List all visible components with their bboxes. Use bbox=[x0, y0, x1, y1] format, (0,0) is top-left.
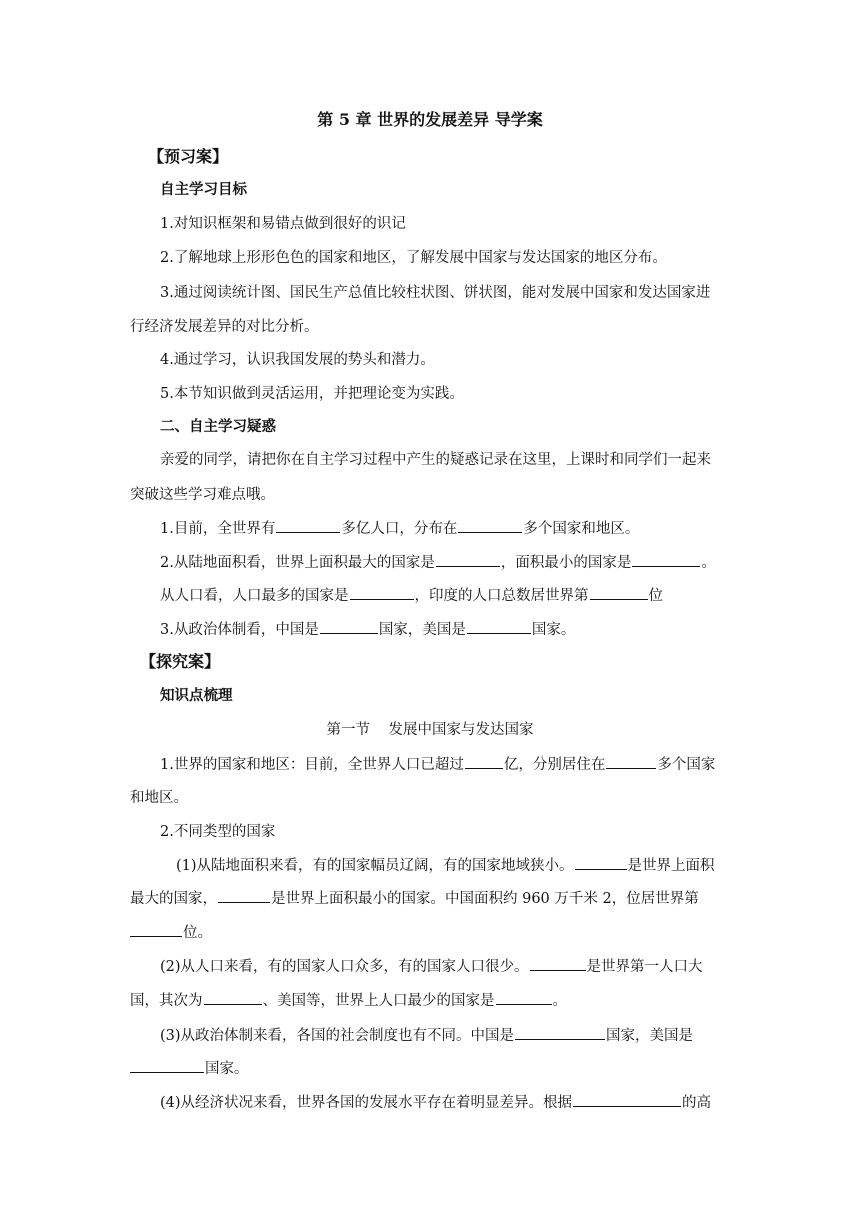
point-text: 国，其次为 bbox=[130, 993, 203, 1009]
point-text: 位。 bbox=[183, 925, 212, 941]
doubts-intro: 亲爱的同学，请把你在自主学习过程中产生的疑惑记录在这里，上课时和同学们一起来 bbox=[160, 452, 711, 468]
document-title: 第 5 章 世界的发展差异 导学案 bbox=[317, 110, 543, 129]
question-text: ，面积最小的国家是 bbox=[500, 555, 632, 571]
answer-blank[interactable] bbox=[130, 1058, 204, 1073]
point-text: 、美国等，世界上人口最少的国家是 bbox=[262, 993, 495, 1009]
goal-item: 1.对知识框架和易错点做到很好的识记 bbox=[160, 216, 406, 232]
answer-blank[interactable] bbox=[218, 888, 270, 903]
explore-heading: 【探究案】 bbox=[140, 652, 221, 671]
question-text: 从人口看，人口最多的国家是 bbox=[160, 588, 349, 604]
answer-blank[interactable] bbox=[436, 552, 500, 567]
question-2b bbox=[160, 585, 663, 606]
goal-item: 3.通过阅读统计图、国民生产总值比较柱状图、饼状图，能对发展中国家和发达国家进 bbox=[160, 285, 711, 301]
doubts-heading: 二、自主学习疑惑 bbox=[160, 418, 276, 435]
answer-blank[interactable] bbox=[590, 585, 648, 600]
point-text: 国家。 bbox=[205, 1061, 249, 1077]
point-text: (2)从人口来看，有的国家人口众多，有的国家人口很少。 bbox=[160, 959, 529, 975]
item-1 bbox=[160, 754, 715, 775]
question-text: 。 bbox=[701, 555, 716, 571]
answer-blank[interactable] bbox=[606, 754, 656, 769]
section-title: 第一节 发展中国家与发达国家 bbox=[326, 722, 534, 738]
question-text: 2.从陆地面积看，世界上面积最大的国家是 bbox=[160, 555, 435, 571]
point-text: 最大的国家， bbox=[130, 891, 217, 907]
question-text: 3.从政治体制看，中国是 bbox=[160, 622, 319, 638]
answer-blank[interactable] bbox=[276, 518, 340, 533]
point-text: 是世界上面积 bbox=[627, 858, 715, 874]
answer-blank[interactable] bbox=[632, 552, 700, 567]
item-text: 亿，分别居住在 bbox=[503, 757, 606, 773]
point-text: 是世界第一人口大 bbox=[586, 959, 703, 975]
answer-blank[interactable] bbox=[530, 956, 586, 971]
point-1 bbox=[176, 855, 715, 876]
answer-blank[interactable] bbox=[130, 922, 182, 937]
answer-blank[interactable] bbox=[496, 990, 552, 1005]
question-text: 多个国家和地区。 bbox=[523, 521, 640, 537]
points-heading: 知识点梳理 bbox=[160, 687, 233, 704]
point-3 bbox=[160, 1025, 693, 1046]
point-2-cont bbox=[130, 990, 567, 1011]
item-1-cont: 和地区。 bbox=[130, 790, 188, 806]
point-text: 是世界上面积最小的国家。中国面积约 960 万千米 2，位居世界第 bbox=[271, 891, 699, 907]
point-text: (4)从经济状况来看，世界各国的发展水平存在着明显差异。根据 bbox=[160, 1095, 573, 1111]
question-3 bbox=[160, 619, 575, 640]
point-1-cont bbox=[130, 888, 699, 909]
question-2 bbox=[160, 552, 716, 573]
question-1 bbox=[160, 518, 639, 539]
answer-blank[interactable] bbox=[204, 990, 262, 1005]
point-text: (1)从陆地面积来看，有的国家幅员辽阔，有的国家地域狭小。 bbox=[176, 858, 574, 874]
goal-item: 5.本节知识做到灵活运用，并把理论变为实践。 bbox=[160, 386, 464, 402]
point-text: 。 bbox=[552, 993, 567, 1009]
item-text: 1.世界的国家和地区：目前，全世界人口已超过 bbox=[160, 757, 464, 773]
point-2 bbox=[160, 956, 703, 977]
answer-blank[interactable] bbox=[458, 518, 522, 533]
point-3-cont bbox=[130, 1058, 249, 1079]
question-text: 位 bbox=[648, 588, 663, 604]
question-text: 国家。 bbox=[531, 622, 576, 638]
doubts-intro: 突破这些学习难点哦。 bbox=[130, 487, 275, 503]
point-text: (3)从政治体制来看，各国的社会制度也有不同。中国是 bbox=[160, 1028, 515, 1044]
answer-blank[interactable] bbox=[467, 619, 531, 634]
point-text: 的高 bbox=[682, 1095, 712, 1111]
goal-item: 行经济发展差异的对比分析。 bbox=[130, 319, 319, 335]
question-text: 国家，美国是 bbox=[378, 622, 466, 638]
answer-blank[interactable] bbox=[350, 585, 414, 600]
answer-blank[interactable] bbox=[573, 1092, 681, 1107]
answer-blank[interactable] bbox=[515, 1025, 605, 1040]
question-text: 1.目前，全世界有 bbox=[160, 521, 276, 537]
item-text: 多个国家 bbox=[657, 757, 716, 773]
item-2: 2.不同类型的国家 bbox=[160, 824, 276, 840]
question-text: ，印度的人口总数居世界第 bbox=[414, 588, 589, 604]
point-1-cont bbox=[130, 922, 212, 943]
goal-item: 2.了解地球上形形色色的国家和地区，了解发展中国家与发达国家的地区分布。 bbox=[160, 250, 667, 266]
question-text: 多亿人口，分布在 bbox=[341, 521, 458, 537]
point-4 bbox=[160, 1092, 711, 1113]
answer-blank[interactable] bbox=[320, 619, 378, 634]
answer-blank[interactable] bbox=[465, 754, 503, 769]
goal-item: 4.通过学习，认识我国发展的势头和潜力。 bbox=[160, 352, 435, 368]
answer-blank[interactable] bbox=[575, 855, 627, 870]
point-text: 国家，美国是 bbox=[606, 1028, 694, 1044]
goals-heading: 自主学习目标 bbox=[160, 181, 247, 198]
preview-heading: 【预习案】 bbox=[148, 147, 229, 166]
